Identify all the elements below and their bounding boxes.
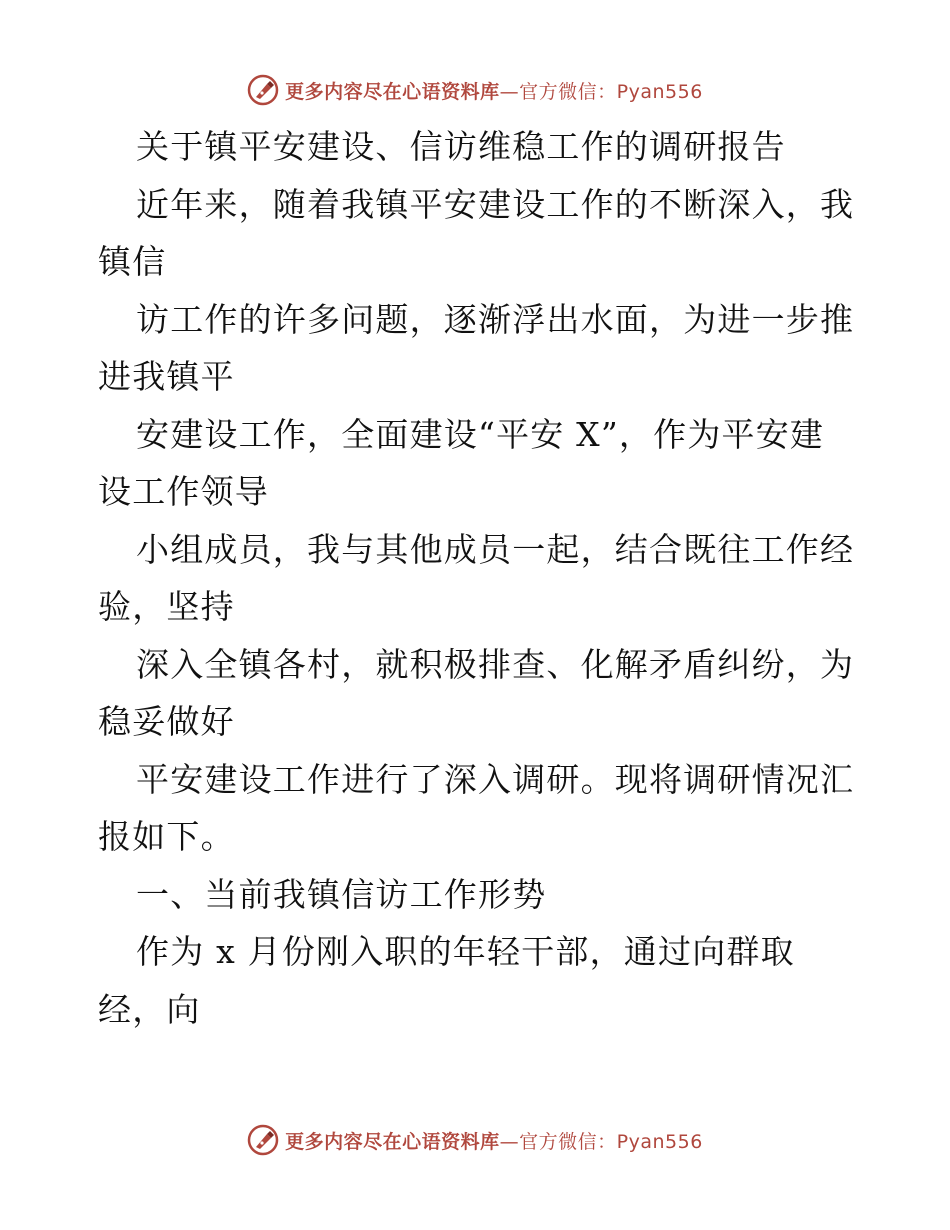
document-text-line: 镇信 — [98, 242, 167, 281]
document-text-line: 安建设工作，全面建设“平安 X”，作为平安建 — [136, 414, 825, 454]
footer-watermark-banner — [0, 1120, 950, 1160]
document-text-line: 近年来，随着我镇平安建设工作的不断深入，我 — [136, 184, 855, 224]
watermark-contact-text: —官方微信：Pyan556 — [499, 80, 703, 103]
document-text-line: 报如下。 — [98, 817, 235, 856]
watermark-text — [285, 1127, 703, 1154]
header-watermark-banner — [0, 70, 950, 110]
document-text-line: 访工作的许多问题，逐渐浮出水面，为进一步推 — [136, 299, 855, 339]
watermark-contact-text: —官方微信：Pyan556 — [499, 1130, 703, 1153]
document-text-line: 小组成员，我与其他成员一起，结合既往工作经 — [136, 529, 855, 569]
document-text-line: 进我镇平 — [98, 357, 235, 396]
document-body — [98, 118, 858, 1038]
document-text-line: 稳妥做好 — [98, 702, 235, 741]
document-text-line: 平安建设工作进行了深入调研。现将调研情况汇 — [136, 759, 855, 799]
document-text-line: 作为 x 月份刚入职的年轻干部，通过向群取 — [136, 932, 795, 971]
document-title-line: 关于镇平安建设、信访维稳工作的调研报告 — [136, 127, 786, 166]
document-text-line: 设工作领导 — [98, 472, 269, 511]
fountain-pen-logo-icon — [247, 74, 279, 106]
document-text-line: 验，坚持 — [98, 587, 235, 626]
document-text-line: 经，向 — [98, 989, 201, 1029]
watermark-site-text: 更多内容尽在心语资料库 — [285, 80, 500, 103]
document-text-line: 深入全镇各村，就积极排查、化解矛盾纠纷，为 — [136, 644, 855, 684]
watermark-site-text: 更多内容尽在心语资料库 — [285, 1130, 500, 1153]
fountain-pen-logo-icon — [247, 1124, 279, 1156]
document-text-line: 一、当前我镇信访工作形势 — [136, 874, 547, 914]
watermark-text — [285, 77, 703, 104]
